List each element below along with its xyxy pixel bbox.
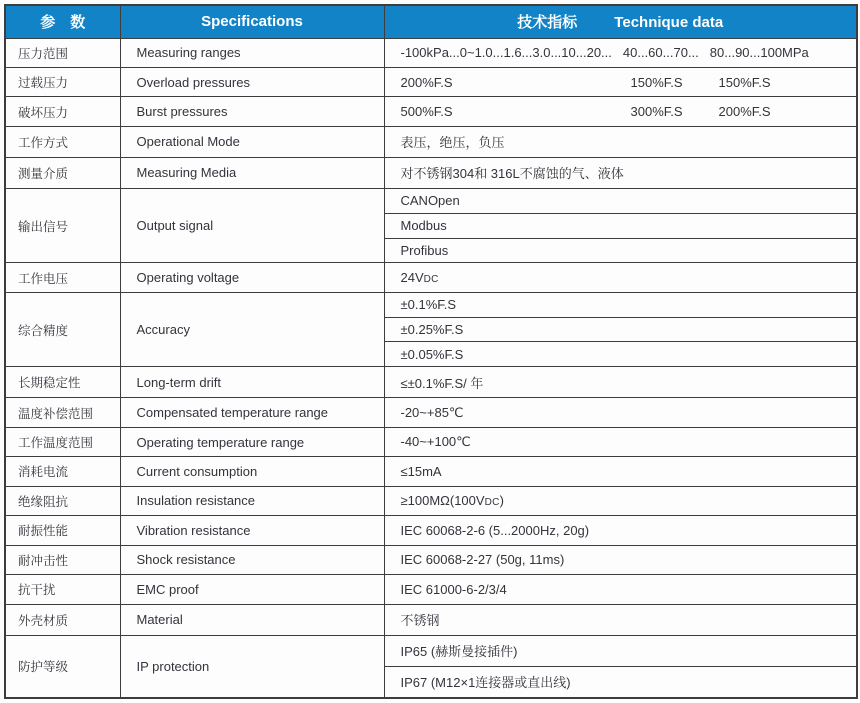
row-comp-temp bbox=[5, 398, 857, 427]
accuracy-cn: 综合精度 bbox=[5, 292, 120, 366]
output-value-2: Modbus bbox=[384, 213, 857, 238]
voltage-main: 24V bbox=[400, 270, 424, 286]
output-en: Output signal bbox=[120, 188, 384, 262]
row-output-1 bbox=[5, 188, 857, 213]
pressure-range-seg3: 80...90...100MPa bbox=[709, 45, 809, 61]
row-vibration bbox=[5, 516, 857, 545]
insulation-en: Insulation resistance bbox=[120, 486, 384, 515]
material-en: Material bbox=[120, 604, 384, 635]
emc-en: EMC proof bbox=[120, 575, 384, 604]
drift-value: ≤±0.1%F.S/ 年 bbox=[384, 367, 857, 398]
ip-en: IP protection bbox=[120, 635, 384, 698]
media-value: 对不锈钢304和 316L不腐蚀的气、液体 bbox=[384, 157, 857, 188]
overload-seg1: 200%F.S bbox=[400, 74, 453, 90]
overload-seg2: 150%F.S bbox=[630, 74, 683, 90]
output-cn: 输出信号 bbox=[5, 188, 120, 262]
burst-en: Burst pressures bbox=[120, 97, 384, 126]
row-overload bbox=[5, 67, 857, 96]
comp-temp-cn: 温度补偿范围 bbox=[5, 398, 120, 427]
insulation-post: ) bbox=[499, 493, 504, 509]
voltage-dc-suffix: DC bbox=[423, 274, 439, 286]
burst-seg2: 300%F.S bbox=[630, 104, 683, 120]
accuracy-en: Accuracy bbox=[120, 292, 384, 366]
material-cn: 外壳材质 bbox=[5, 604, 120, 635]
op-temp-cn: 工作温度范围 bbox=[5, 427, 120, 456]
row-accuracy-1 bbox=[5, 292, 857, 317]
mode-value: 表压，绝压，负压 bbox=[384, 126, 857, 157]
row-voltage bbox=[5, 263, 857, 292]
header-specifications bbox=[120, 5, 384, 38]
pressure-range-seg1: -100kPa...0~1.0...1.6...3.0...10...20... bbox=[400, 45, 612, 61]
material-value: 不锈钢 bbox=[384, 604, 857, 635]
vibration-en: Vibration resistance bbox=[120, 516, 384, 545]
header-param-cn bbox=[5, 5, 120, 38]
header-technique-data bbox=[384, 5, 857, 38]
current-value: ≤15mA bbox=[384, 457, 857, 486]
current-cn: 消耗电流 bbox=[5, 457, 120, 486]
overload-value bbox=[384, 67, 857, 96]
ip-cn: 防护等级 bbox=[5, 635, 120, 698]
mode-cn: 工作方式 bbox=[5, 126, 120, 157]
mode-en: Operational Mode bbox=[120, 126, 384, 157]
op-temp-value: -40~+100℃ bbox=[384, 427, 857, 456]
spec-table bbox=[4, 4, 858, 699]
shock-cn: 耐冲击性 bbox=[5, 545, 120, 574]
pressure-range-value bbox=[384, 38, 857, 67]
row-mode bbox=[5, 126, 857, 157]
row-material bbox=[5, 604, 857, 635]
overload-seg3: 150%F.S bbox=[718, 74, 771, 90]
vibration-value: IEC 60068-2-6 (5...2000Hz, 20g) bbox=[384, 516, 857, 545]
row-pressure-range bbox=[5, 38, 857, 67]
emc-value: IEC 61000-6-2/3/4 bbox=[384, 575, 857, 604]
comp-temp-en: Compensated temperature range bbox=[120, 398, 384, 427]
header-tech-en-label: Technique data bbox=[614, 14, 724, 32]
media-cn: 测量介质 bbox=[5, 157, 120, 188]
burst-value bbox=[384, 97, 857, 126]
comp-temp-value: -20~+85℃ bbox=[384, 398, 857, 427]
current-en: Current consumption bbox=[120, 457, 384, 486]
shock-value: IEC 60068-2-27 (50g, 11ms) bbox=[384, 545, 857, 574]
burst-seg3: 200%F.S bbox=[718, 104, 771, 120]
overload-cn: 过载压力 bbox=[5, 67, 120, 96]
accuracy-value-1: ±0.1%F.S bbox=[384, 292, 857, 317]
row-drift bbox=[5, 367, 857, 398]
pressure-range-cn: 压力范围 bbox=[5, 38, 120, 67]
accuracy-value-2: ±0.25%F.S bbox=[384, 317, 857, 342]
pressure-range-en: Measuring ranges bbox=[120, 38, 384, 67]
ip-value-1: IP65 (赫斯曼接插件) bbox=[384, 635, 857, 666]
output-value-3: Profibus bbox=[384, 238, 857, 263]
row-ip-1 bbox=[5, 635, 857, 666]
overload-en: Overload pressures bbox=[120, 67, 384, 96]
row-op-temp bbox=[5, 427, 857, 456]
row-insulation bbox=[5, 486, 857, 515]
header-param-cn-label: 参 数 bbox=[40, 14, 86, 32]
pressure-range-seg2: 40...60...70... bbox=[622, 45, 699, 61]
insulation-value bbox=[384, 486, 857, 515]
header-tech-cn-label: 技术指标 bbox=[517, 14, 578, 32]
table-header-row bbox=[5, 5, 857, 38]
emc-cn: 抗干扰 bbox=[5, 575, 120, 604]
row-current bbox=[5, 457, 857, 486]
media-en: Measuring Media bbox=[120, 157, 384, 188]
op-temp-en: Operating temperature range bbox=[120, 427, 384, 456]
ip-value-2: IP67 (M12×1连接器或直出线) bbox=[384, 666, 857, 698]
row-media bbox=[5, 157, 857, 188]
voltage-cn: 工作电压 bbox=[5, 263, 120, 292]
burst-cn: 破坏压力 bbox=[5, 97, 120, 126]
insulation-cn: 绝缘阻抗 bbox=[5, 486, 120, 515]
accuracy-value-3: ±0.05%F.S bbox=[384, 342, 857, 367]
voltage-value bbox=[384, 263, 857, 292]
output-value-1: CANOpen bbox=[384, 188, 857, 213]
header-specifications-label: Specifications bbox=[201, 13, 303, 31]
row-burst bbox=[5, 97, 857, 126]
shock-en: Shock resistance bbox=[120, 545, 384, 574]
row-emc bbox=[5, 575, 857, 604]
drift-cn: 长期稳定性 bbox=[5, 367, 120, 398]
insulation-dc-suffix: DC bbox=[484, 497, 500, 509]
row-shock bbox=[5, 545, 857, 574]
vibration-cn: 耐振性能 bbox=[5, 516, 120, 545]
voltage-en: Operating voltage bbox=[120, 263, 384, 292]
drift-en: Long-term drift bbox=[120, 367, 384, 398]
burst-seg1: 500%F.S bbox=[400, 104, 453, 120]
insulation-pre: ≥100MΩ(100V bbox=[400, 493, 485, 509]
